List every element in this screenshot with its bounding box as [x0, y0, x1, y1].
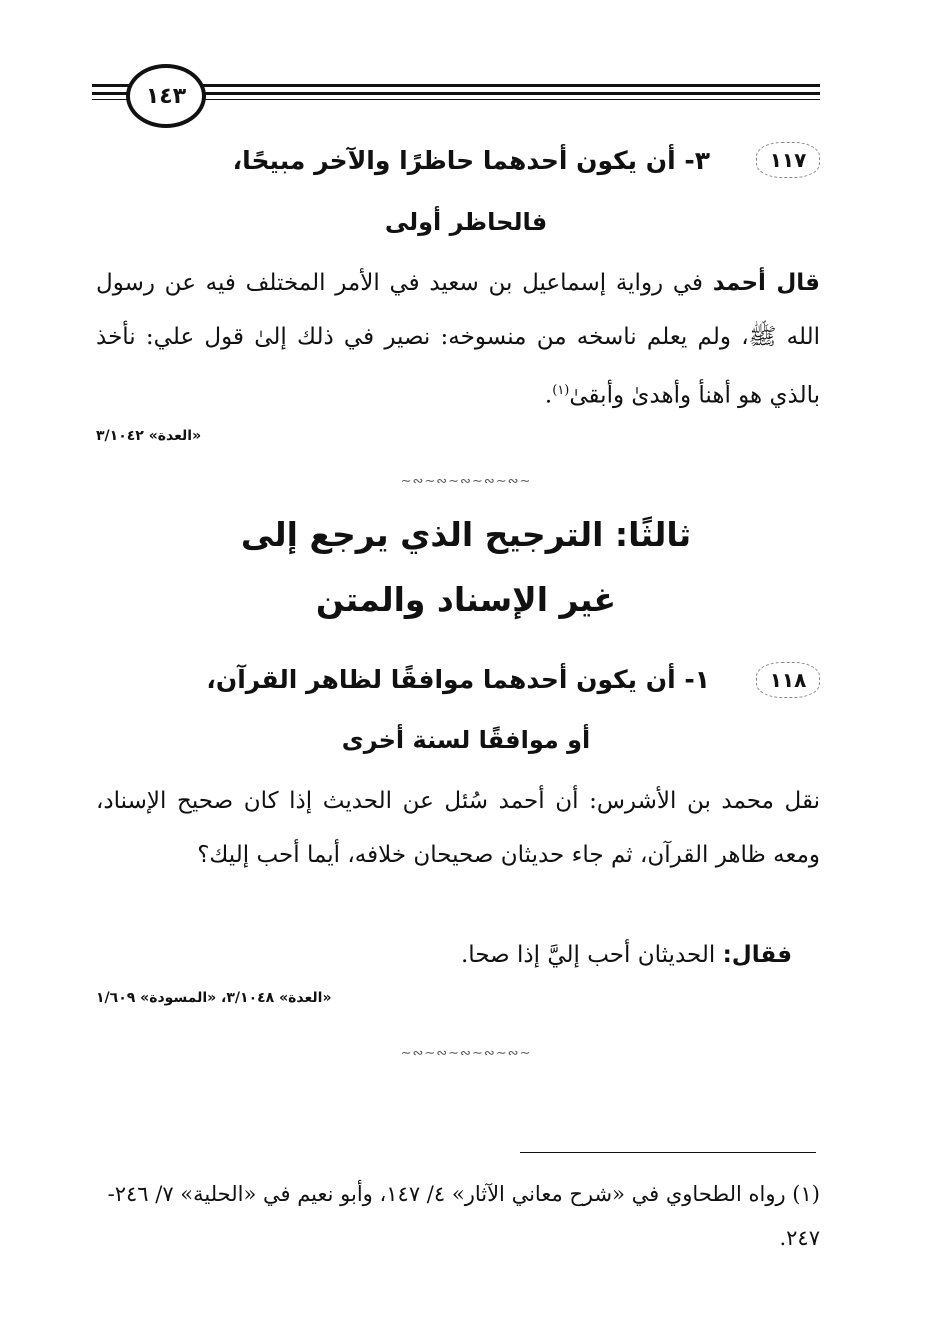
footnote-mark[interactable]: (١)	[552, 383, 570, 398]
source-reference: «العدة» ٣/١٠٤٢	[96, 428, 202, 444]
chapter-heading-line1: ثالثًا: الترجيح الذي يرجع إلى	[240, 515, 692, 554]
section-number-badge: ١١٨	[756, 660, 820, 700]
source-reference: «العدة» ٣/١٠٤٨، «المسودة» ١/٦٠٩	[96, 990, 332, 1006]
section-number-badge: ١١٧	[756, 140, 820, 180]
paragraph-lead: قال أحمد	[712, 270, 820, 296]
footnote: (١) رواه الطحاوي في «شرح معاني الآثار» ٤/ ١٤٧، وأبو نعيم في «الحلية» ٧/ ٢٤٦- ٢٤٧.	[107, 1182, 820, 1250]
footnote-rule	[520, 1152, 816, 1153]
paragraph-text: في رواية إسماعيل بن سعيد في الأمر المختلف فيه عن رسول الله ﷺ، ولم يعلم ناسخه من منسوخه: نصير في ذلك إلىٰ قول علي: نأخذ بالذي هو أهنأ وأهدىٰ وأبقىٰ	[96, 270, 820, 409]
answer-paragraph	[96, 928, 820, 982]
section-divider-ornament: ∽∾∽∾∽∾∽∾∽∾∽	[400, 474, 532, 489]
section-title: ٣- أن يكون أحدهما حاظرًا والآخر مبيحًا،	[232, 146, 710, 175]
chapter-heading-line2: غير الإسناد والمتن	[315, 580, 617, 619]
section-paragraph: نقل محمد بن الأشرس: أن أحمد سُئل عن الحديث إذا كان صحيح الإسناد، ومعه ظاهر القرآن، ثم جاء حديثان صحيحان خلافه، أيما أحب إليك؟	[96, 788, 820, 868]
answer-text: الحديثان أحب إليَّ إذا صحا.	[461, 942, 723, 968]
section-title: ١- أن يكون أحدهما موافقًا لظاهر القرآن،	[206, 665, 710, 694]
paragraph-end: .	[544, 382, 553, 409]
section-divider-ornament: ∽∾∽∾∽∾∽∾∽∾∽	[400, 1046, 532, 1061]
page-number: ١٤٣	[126, 64, 206, 128]
answer-lead: فقال:	[722, 942, 792, 968]
section-paragraph	[96, 256, 820, 423]
section-subtitle: فالحاظر أولى	[384, 208, 548, 236]
section-subtitle: أو موافقًا لسنة أخرى	[341, 726, 591, 754]
